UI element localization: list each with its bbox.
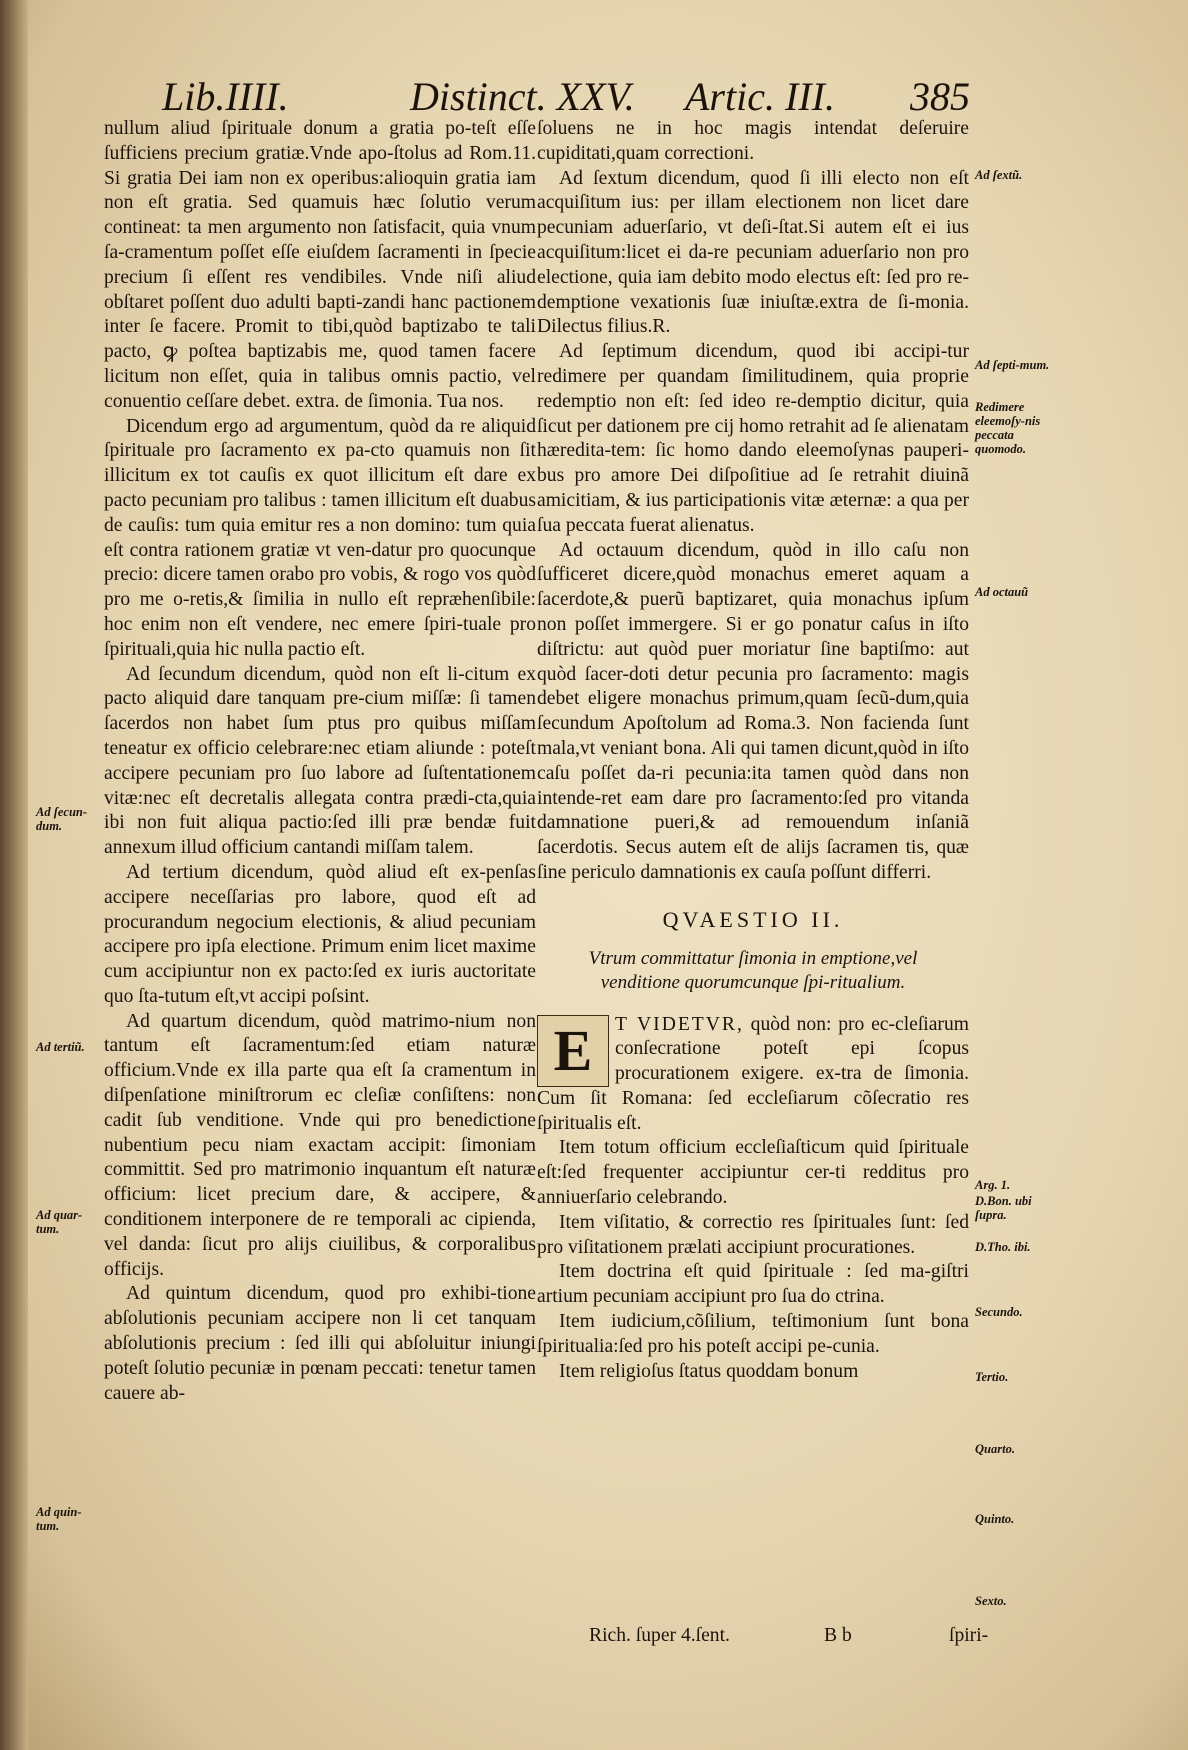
running-head-book: Lib.IIII. (162, 74, 289, 119)
running-head-article: Artic. III. (685, 74, 835, 119)
margin-note: Ad ſepti-mum. (975, 358, 1050, 372)
paragraph: Ad tertium dicendum, quòd aliud eſt ex-penſas accipere neceſſarias pro labore, quod eſt ad procurandum negocium electionis, & aliud pecuniam accipere pro ipſa electione. Primum enim licet maxime cum accipiuntur non ex pacto:ſed ex iuris auctoritate quo ſta-tutum eſt,vt accipi poſsint. (104, 861, 536, 1007)
binding-gutter (0, 0, 28, 1750)
catchword: ſpiri- (949, 1625, 989, 1646)
paragraph: Ad ſecundum dicendum, quòd non eſt li-citum ex pacto aliquid dare tanquam pre-cium miſſæ: ſi tamen ſacerdos non habet ſum ptus pro quibus miſſam teneatur ex officio celebrare:nec etiam aliunde : poteſt accipere pecuniam pro ſuo labore ad ſuſtentationem vitæ:nec eſt decretalis allegata contra prædi-cta,quia ibi non fuit aliqua pactio:ſed illi præ bendæ fuit annexum illud officium cantandi miſſam talem. (104, 663, 536, 859)
margin-note: D.Tho. ibi. (975, 1240, 1031, 1254)
paragraph: Item iudicium,cõſilium, teſtimonium ſunt bona ſpiritualia:ſed pro his poteſt accipi pe-cunia. (537, 1311, 969, 1357)
incipit-rest: quòd non: pro ec-cleſiarum conſecratione poteſt epi ſcopus procurationem exigere. ex-tra de ſimonia. Cum ſit Romana: ſed eccleſiarum cõſecratio res ſpiritualis eſt. (537, 1013, 969, 1134)
margin-note: Sexto. (975, 1594, 1007, 1608)
margin-note: Ad quin-tum. (36, 1505, 82, 1533)
right-column (537, 117, 969, 1384)
margin-note: Redimere eleemoſy-nis peccata quomodo. (975, 400, 1041, 456)
ornamental-initial: E (537, 1015, 609, 1087)
paragraph: Ad quartum dicendum, quòd matrimo-nium non tantum eſt ſacramentum:ſed etiam naturæ officium.Vnde ex illa parte qua eſt ſa cramentum in diſpenſatione miniſtrorum ec cleſiæ conſiſtens: non cadit ſub venditione. Vnde qui pro benedictione nubentium pecu niam exactam accipit: ſimoniam committit. Sed pro matrimonio inquantum eſt naturæ officium: licet precium dare, & accipere, & conditionem interponere de re temporali ac cipienda, vel danda: ſicut pro alijs ciuilibus, & corporalibus officijs. (104, 1010, 536, 1280)
paragraph: Item totum officium eccleſiaſticum quid ſpirituale eſt:ſed frequenter accipiuntur cer-ti redditus pro anniuerſario celebrando. (537, 1137, 969, 1209)
paragraph: Ad ſextum dicendum, quod ſi illi electo non eſt acquiſitum ius: per illam electionem non licet dare pecuniam aduerſario, vt deſi-ſtat.Si autem eſt ei ius acquiſitum:licet ei da-re pecuniam aduerſario non pro electione, quia iam debito modo electus eſt: ſed pro re-demptione vexationis ſuæ iniuſtæ.extra de ſi-monia. Dilectus filius.R. (537, 167, 969, 338)
paragraph: nullum aliud ſpirituale donum a gratia po-teſt eſſe ſufficiens precium gratiæ.Vnde apo-ſtolus ad Rom.11. Si gratia Dei iam non ex operibus:alioquin gratia iam non eſt gratia. Sed quamuis hæc ſolutio verum contineat: ta men argumento non ſatisfacit, quia vnum ſa-cramentum poſſet eſſe eiuſdem ſacramenti in ſpecie precium ſi eſſent res vendibiles. Vnde niſi aliud obſtaret poſſent duo adulti bapti-zandi hanc pactionem inter ſe facere. Promit to tibi,quòd baptizabo te tali pacto, ꝙ poſtea baptizabis me, quod tamen facere licitum non eſſet, quia in talibus omnis pactio, vel conuentio ceſſare debet. extra. de ſimonia. Tua nos. (104, 118, 536, 412)
margin-note: Quarto. (975, 1442, 1015, 1456)
paragraph: Ad quintum dicendum, quod pro exhibi-tione abſolutionis pecuniam accipere non li cet tanquam abſolutionis precium : ſed illi qui abſoluitur iniungi poteſt ſolutio pecuniæ in pœnam peccati: tenetur tamen cauere ab- (104, 1283, 536, 1404)
paragraph: Ad ſeptimum dicendum, quod ibi accipi-tur redimere per quandam ſimilitudinem, quia proprie redemptio non eſt: ſed ideo re-demptio dicitur, quia ſicut per dationem pre cij homo retrahit ad ſe alienatam hæredita-tem: ſic homo dando eleemoſynas pauperi-bus pro amore Dei diſpoſitiue ad ſe retrahit diuinã amicitiam, & ius participationis vitæ æternæ: a qua per ſua peccata fuerat alienatus. (537, 341, 969, 536)
margin-note: Ad tertiũ. (36, 1040, 85, 1054)
paragraph: Item viſitatio, & correctio res ſpirituales ſunt: ſed pro viſitationem prælati accipiunt procurationes. (537, 1211, 969, 1258)
question-subtitle: Vtrum committatur ſimonia in emptione,vel venditione quorumcunque ſpi-ritualium. (588, 947, 918, 993)
margin-note: Quinto. (975, 1512, 1015, 1526)
left-column (104, 117, 536, 1406)
margin-note: Ad octauũ (975, 585, 1029, 599)
footer-source: Rich. ſuper 4.ſent. (589, 1625, 730, 1646)
paragraph: ſoluens ne in hoc magis intendat deſeruire cupiditati,quam correctioni. (537, 118, 969, 164)
margin-note: D.Bon. ubi ſupra. (975, 1194, 1032, 1222)
margin-note: Ad quar-tum. (36, 1208, 83, 1236)
running-head-distinction: Distinct. XXV. (410, 74, 635, 119)
margin-note: Ad ſecun-dum. (36, 805, 88, 833)
paragraph: Dicendum ergo ad argumentum, quòd da re aliquid ſpirituale pro ſacramento ex pa-cto quamuis non ſit illicitum ex tot cauſis ex quot illicitum eſt dare ex pacto pecuniam pro talibus : tamen illicitum eſt duabus de cauſis: tum quia emitur res a non domino: tum quia eſt contra rationem gratiæ vt ven-datur pro quocunque precio: dicere tamen orabo pro vobis, & rogo vos quòd pro me o-retis,& ſimilia in nullo eſt repræhenſibile: hoc enim non eſt vendere, nec emere ſpiri-tuale pro ſpirituali,quia hic nulla pactio eſt. (104, 415, 536, 660)
running-head (150, 72, 1050, 122)
signature-mark: B b (824, 1625, 852, 1646)
incipit: T VIDETVR, (615, 1013, 744, 1035)
margin-note: Secundo. (975, 1305, 1023, 1319)
margin-note: Ad ſextũ. (975, 168, 1023, 182)
question-title: QVAESTIO II. (662, 906, 844, 932)
page-number: 385 (910, 74, 970, 119)
paragraph: Item religioſus ſtatus quoddam bonum (559, 1360, 859, 1382)
margin-note: Tertio. (975, 1370, 1009, 1384)
margin-note: Arg. 1. (975, 1178, 1011, 1192)
paragraph: Item doctrina eſt quid ſpirituale : ſed ma-giſtri artium pecuniam accipiunt pro ſua do ctrina. (537, 1261, 969, 1308)
question-first-paragraph (537, 1013, 969, 1137)
paragraph: Ad octauum dicendum, quòd in illo caſu non ſufficeret dicere,quòd monachus emeret aquam a ſacerdote,& puerũ baptizaret, quia monachus ipſum non poſſet immergere. Si er go ponatur caſus in iſto diſtrictu: aut quòd puer moriatur ſine baptiſmo: aut quòd ſacer-doti detur pecunia pro ſacramento: magis debet eligere monachus primum,quam ſecũ-dum,quia ſecundum Apoſtolum ad Roma.3. Non facienda ſunt mala,vt veniant bona. Ali qui tamen dicunt,quòd in iſto caſu poſſet da-ri pecunia:ita tamen quòd dans non intende-ret eam dare pro ſacramento:ſed pro vitanda damnatione pueri,& ad remouendum inſaniã ſacerdotis. Secus autem eſt de alijs ſacramen tis, quæ ſine periculo damnationis ex cauſa poſſunt differri. (537, 539, 969, 883)
